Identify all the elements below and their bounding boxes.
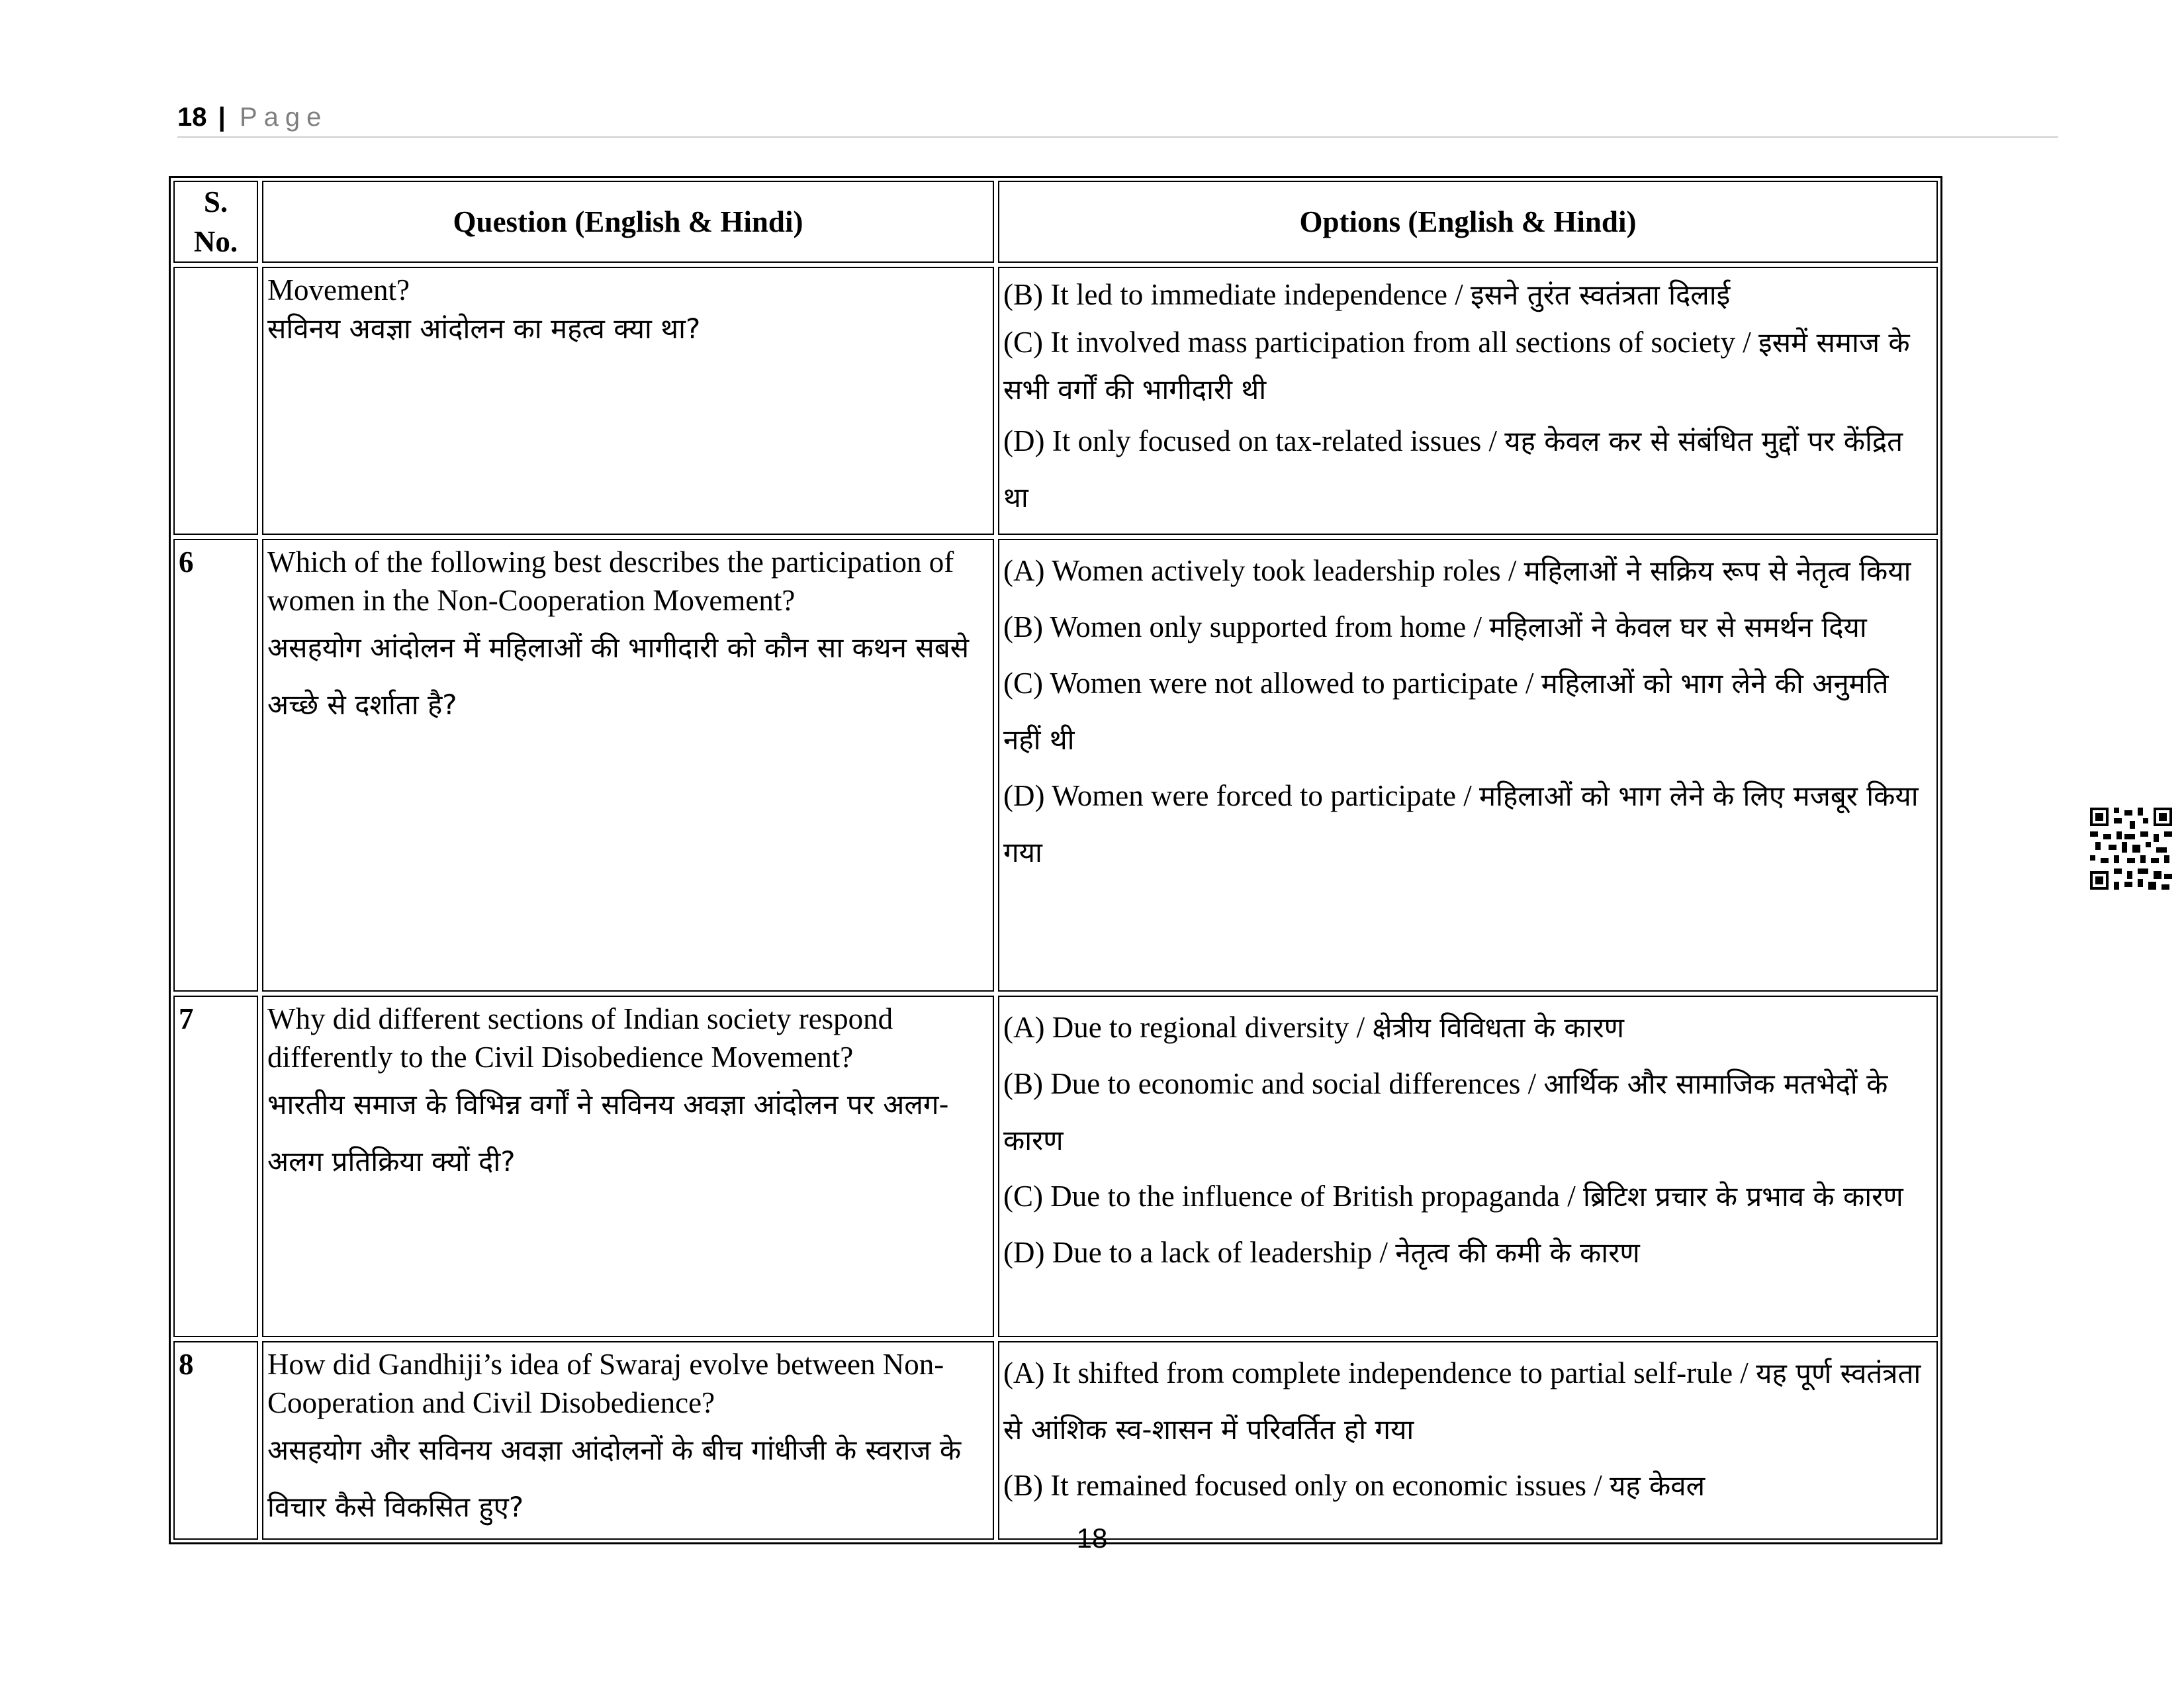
option-c	[1003, 1168, 1933, 1225]
option-c-en: (C) Due to the influence of British propaganda /	[1003, 1180, 1584, 1213]
option-a-hi: महिलाओं ने सक्रिय रूप से नेतृत्व किया	[1524, 555, 1911, 587]
option-c	[1003, 655, 1933, 768]
header-question: Question (English & Hindi)	[262, 181, 994, 263]
option-b-en: (B) Women only supported from home /	[1003, 610, 1490, 643]
option-b	[1003, 1056, 1933, 1168]
row-question	[262, 267, 994, 535]
option-c	[1003, 319, 1933, 413]
option-d-en: (D) Due to a lack of leadership /	[1003, 1236, 1396, 1269]
header-sno: S. No.	[173, 181, 258, 263]
question-table	[169, 176, 1942, 1544]
row-question	[262, 996, 994, 1337]
question-hindi: असहयोग और सविनय अवज्ञा आंदोलनों के बीच गांधीजी के स्वराज के विचार कैसे विकसित हुए?	[267, 1434, 962, 1523]
header-separator: |	[218, 103, 226, 132]
option-a-en: (A) Due to regional diversity /	[1003, 1011, 1373, 1044]
table-row	[173, 267, 1938, 535]
option-a-en: (A) Women actively took leadership roles /	[1003, 554, 1524, 587]
option-b	[1003, 599, 1933, 655]
row-sno: 7	[173, 996, 258, 1337]
option-a	[1003, 1000, 1933, 1056]
option-d-hi: महिलाओं को भाग लेने के लिए मजबूर किया गया	[1003, 780, 1919, 868]
qr-code-icon	[2090, 808, 2172, 890]
footer-page-number: 18	[1076, 1523, 1108, 1554]
row-options	[998, 996, 1938, 1337]
option-d-en: (D) Women were forced to participate /	[1003, 779, 1479, 812]
header-page-word: Page	[239, 103, 328, 132]
option-b-en: (B) It remained focused only on economic issues /	[1003, 1469, 1610, 1502]
option-d	[1003, 1225, 1933, 1281]
header-options: Options (English & Hindi)	[998, 181, 1938, 263]
option-d	[1003, 413, 1933, 526]
option-c-en: (C) It involved mass participation from all sections of society /	[1003, 326, 1758, 359]
question-english: How did Gandhiji’s idea of Swaraj evolve between Non-Cooperation and Civil Disobedience?	[267, 1348, 944, 1419]
table-row	[173, 539, 1938, 992]
row-sno: 6	[173, 539, 258, 992]
option-a-hi: यह पूर्ण स्वतंत्रता से आंशिक स्व-शासन में परिवर्तित हो गया	[1003, 1357, 1921, 1446]
option-c-en: (C) Women were not allowed to participate /	[1003, 667, 1541, 700]
table-row	[173, 996, 1938, 1337]
option-a-en: (A) It shifted from complete independence to partial self-rule /	[1003, 1356, 1756, 1389]
option-b-hi: इसने तुरंत स्वतंत्रता दिलाई	[1471, 279, 1731, 311]
page-header	[177, 101, 2058, 138]
question-hindi: सविनय अवज्ञा आंदोलन का महत्व क्या था?	[267, 312, 701, 345]
table-row	[173, 1341, 1938, 1540]
row-question	[262, 1341, 994, 1540]
option-b	[1003, 1458, 1933, 1514]
question-hindi: असहयोग आंदोलन में महिलाओं की भागीदारी को कौन सा कथन सबसे अच्छे से दर्शाता है?	[267, 632, 970, 721]
table-header-row	[173, 181, 1938, 263]
option-b-hi: यह केवल	[1610, 1470, 1706, 1502]
option-d	[1003, 768, 1933, 880]
option-b-en: (B) It led to immediate independence /	[1003, 278, 1471, 311]
option-a	[1003, 1345, 1933, 1458]
question-hindi: भारतीय समाज के विभिन्न वर्गों ने सविनय अवज्ञा आंदोलन पर अलग-अलग प्रतिक्रिया क्यों दी?	[267, 1088, 949, 1178]
question-english: Which of the following best describes the participation of women in the Non-Cooperation Movement?	[267, 545, 954, 617]
row-options	[998, 267, 1938, 535]
option-d-hi: यह केवल कर से संबंधित मुद्दों पर केंद्रित था	[1003, 425, 1903, 514]
option-c-hi: महिलाओं को भाग लेने की अनुमति नहीं थी	[1003, 667, 1889, 756]
option-b-hi: महिलाओं ने केवल घर से समर्थन दिया	[1489, 611, 1867, 643]
row-question	[262, 539, 994, 992]
question-english: Movement?	[267, 273, 410, 306]
option-a	[1003, 543, 1933, 599]
option-d-en: (D) It only focused on tax-related issues /	[1003, 424, 1505, 457]
option-d-hi: नेतृत्व की कमी के कारण	[1395, 1237, 1640, 1269]
row-options	[998, 539, 1938, 992]
row-sno: 8	[173, 1341, 258, 1540]
option-b	[1003, 271, 1933, 319]
row-options	[998, 1341, 1938, 1540]
option-c-hi: इसमें समाज के सभी वर्गों की भागीदारी थी	[1003, 326, 1910, 406]
option-a-hi: क्षेत्रीय विविधता के कारण	[1372, 1011, 1624, 1044]
question-english: Why did different sections of Indian society respond differently to the Civil Disobedience Movement?	[267, 1002, 893, 1074]
header-page-number: 18	[177, 103, 207, 132]
row-sno	[173, 267, 258, 535]
option-b-hi: आर्थिक और सामाजिक मतभेदों के कारण	[1003, 1068, 1888, 1156]
option-b-en: (B) Due to economic and social differences /	[1003, 1067, 1544, 1100]
option-c-hi: ब्रिटिश प्रचार के प्रभाव के कारण	[1583, 1180, 1903, 1213]
